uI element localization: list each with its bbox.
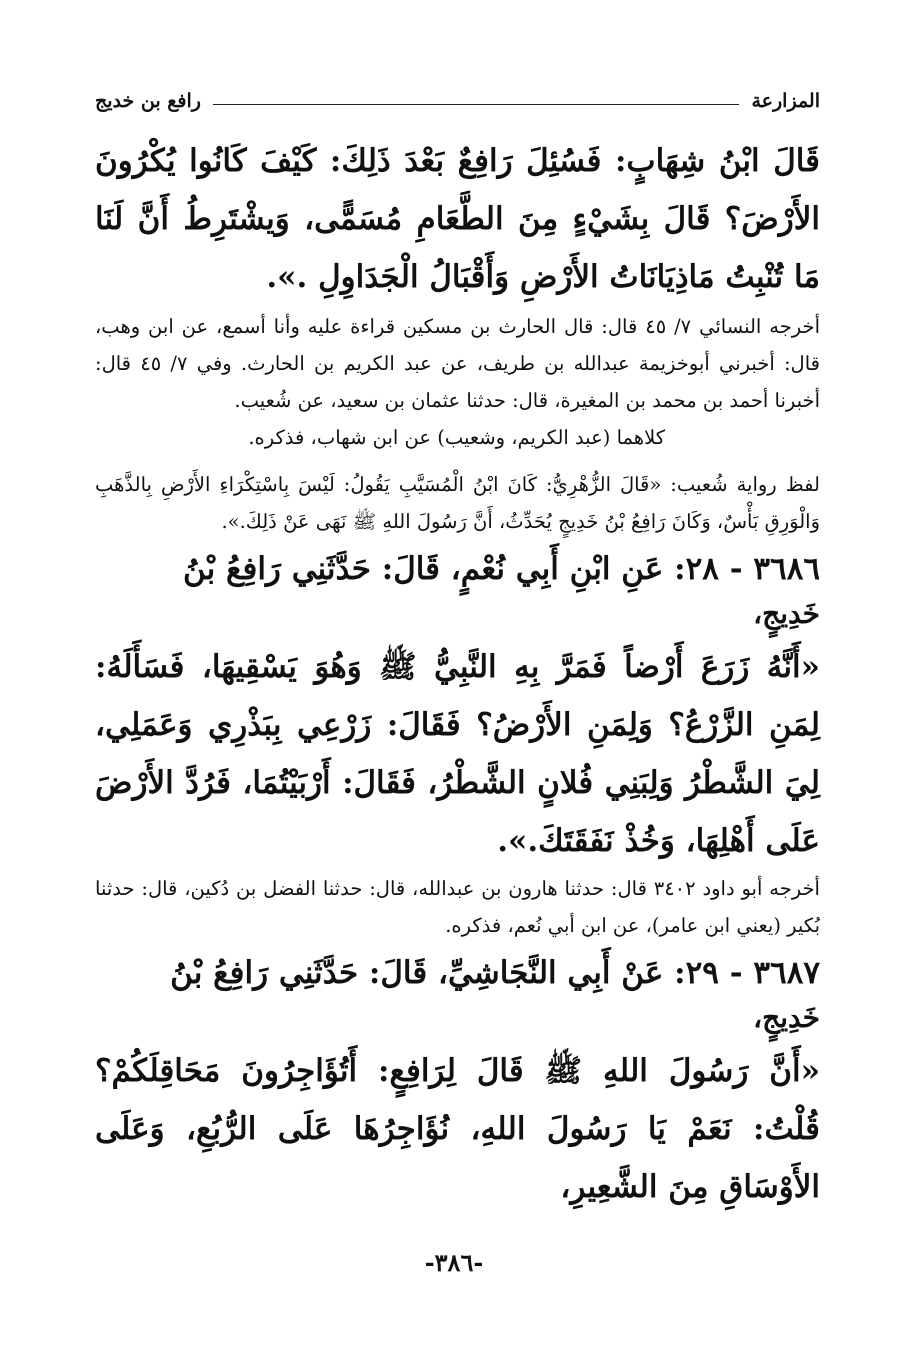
takhrij-note-3: أخرجه أبو داود ٣٤٠٢ قال: حدثنا هارون بن عبدالله، قال: حدثنا الفضل بن دُكين، قال: حدثنا بُكير (يعني ابن عامر)، عن ابن أبي نُعم، فذكره. — [95, 877, 820, 937]
narration-3686-narrator: خَدِيجٍ، — [753, 597, 820, 630]
hadith-text-1: قَالَ ابْنُ شِهَابٍ: فَسُئِلَ رَافِعٌ بَعْدَ ذَلِكَ: كَيْفَ كَانُوا يُكْرُونَ الأَرْضَ؟ قَالَ بِشَيْءٍ مِنَ الطَّعَامِ مُسَمًّى، وَيشْتَرِطُ أَنَّ لَنَا مَا تُنْبِتُ مَاذِيَانَاتُ الأَرْضِ وَأَقْبَالُ الْجَدَاوِلِ .». — [95, 143, 820, 295]
riwaya-note: لفظ رواية شُعيب: «قَالَ الزُّهْرِيُّ: كَانَ ابْنُ الْمُسَيَّبِ يَقُولُ: لَيْسَ بِاسْتِكْرَاءِ الأَرْضِ بِالذَّهَبِ وَالْوَرِقِ بَأْسٌ، وَكَانَ رَافِعُ بْنُ خَدِيجٍ يُحَدِّثُ، أَنَّ رَسُولَ اللهِ ﷺ نَهَى عَنْ ذَلِكَ.». — [95, 473, 820, 533]
takhrij-note-1: أخرجه النسائي ٧/ ٤٥ قال: قال الحارث بن مسكين قراءة عليه وأنا أسمع، عن ابن وهب، قال: أخبرني أبوخزيمة عبدالله بن طريف، عن عبد الكريم بن الحارث. وفي ٧/ ٤٥ قال: أخبرنا أحمد بن محمد بن المغيرة، قال: حدثنا عثمان بن سعيد، عن شُعيب. — [95, 315, 820, 412]
page-number: -٣٨٦- — [424, 1248, 484, 1277]
header-chapter: المزارعة — [751, 90, 820, 112]
header-narrator: رافع بن خديج — [95, 90, 201, 112]
header-rule — [213, 104, 740, 105]
narration-3687-narrator: خَدِيجٍ، — [753, 1001, 820, 1034]
narration-3686-heading: ٣٦٨٦ - ٢٨: عَنِ ابْنِ أَبِي نُعْمٍ، قَالَ: حَدَّثَنِي رَافِعُ بْنُ — [182, 551, 820, 587]
hadith-text-3: «أَنَّ رَسُولَ اللهِ ﷺ قَالَ لِرَافِعٍ: أَتُؤَاجِرُونَ مَحَاقِلَكُمْ؟ قُلْتُ: نَعَمْ يَا رَسُولَ اللهِ، نُؤَاجِرُهَا عَلَى الرُّبُعِ، وَعَلَى الأَوْسَاقِ مِنَ الشَّعِيرِ، — [95, 1053, 820, 1205]
takhrij-note-2: كلاهما (عبد الكريم، وشعيب) عن ابن شهاب، فذكره. — [248, 426, 665, 449]
hadith-text-2: «أَنَّهُ زَرَعَ أَرْضاً فَمَرَّ بِهِ النَّبِيُّ ﷺ وَهُوَ يَسْقِيهَا، فَسَأَلَهُ: لِمَنِ الزَّرْعُ؟ وَلِمَنِ الأَرْضُ؟ فَقَالَ: زَرْعِي بِبَذْرِي وَعَمَلِي، لِيَ الشَّطْرُ وَلِبَنِي فُلانٍ الشَّطْرُ، فَقَالَ: أَرْبَيْتُمَا، فَرُدَّ الأَرْضَ عَلَى أَهْلِهَا، وَخُذْ نَفَقَتَكَ.». — [95, 649, 820, 859]
running-header — [95, 88, 820, 114]
narration-3687-heading: ٣٦٨٧ - ٢٩: عَنْ أَبِي النَّجَاشِيِّ، قَالَ: حَدَّثَنِي رَافِعُ بْنُ — [170, 955, 820, 991]
